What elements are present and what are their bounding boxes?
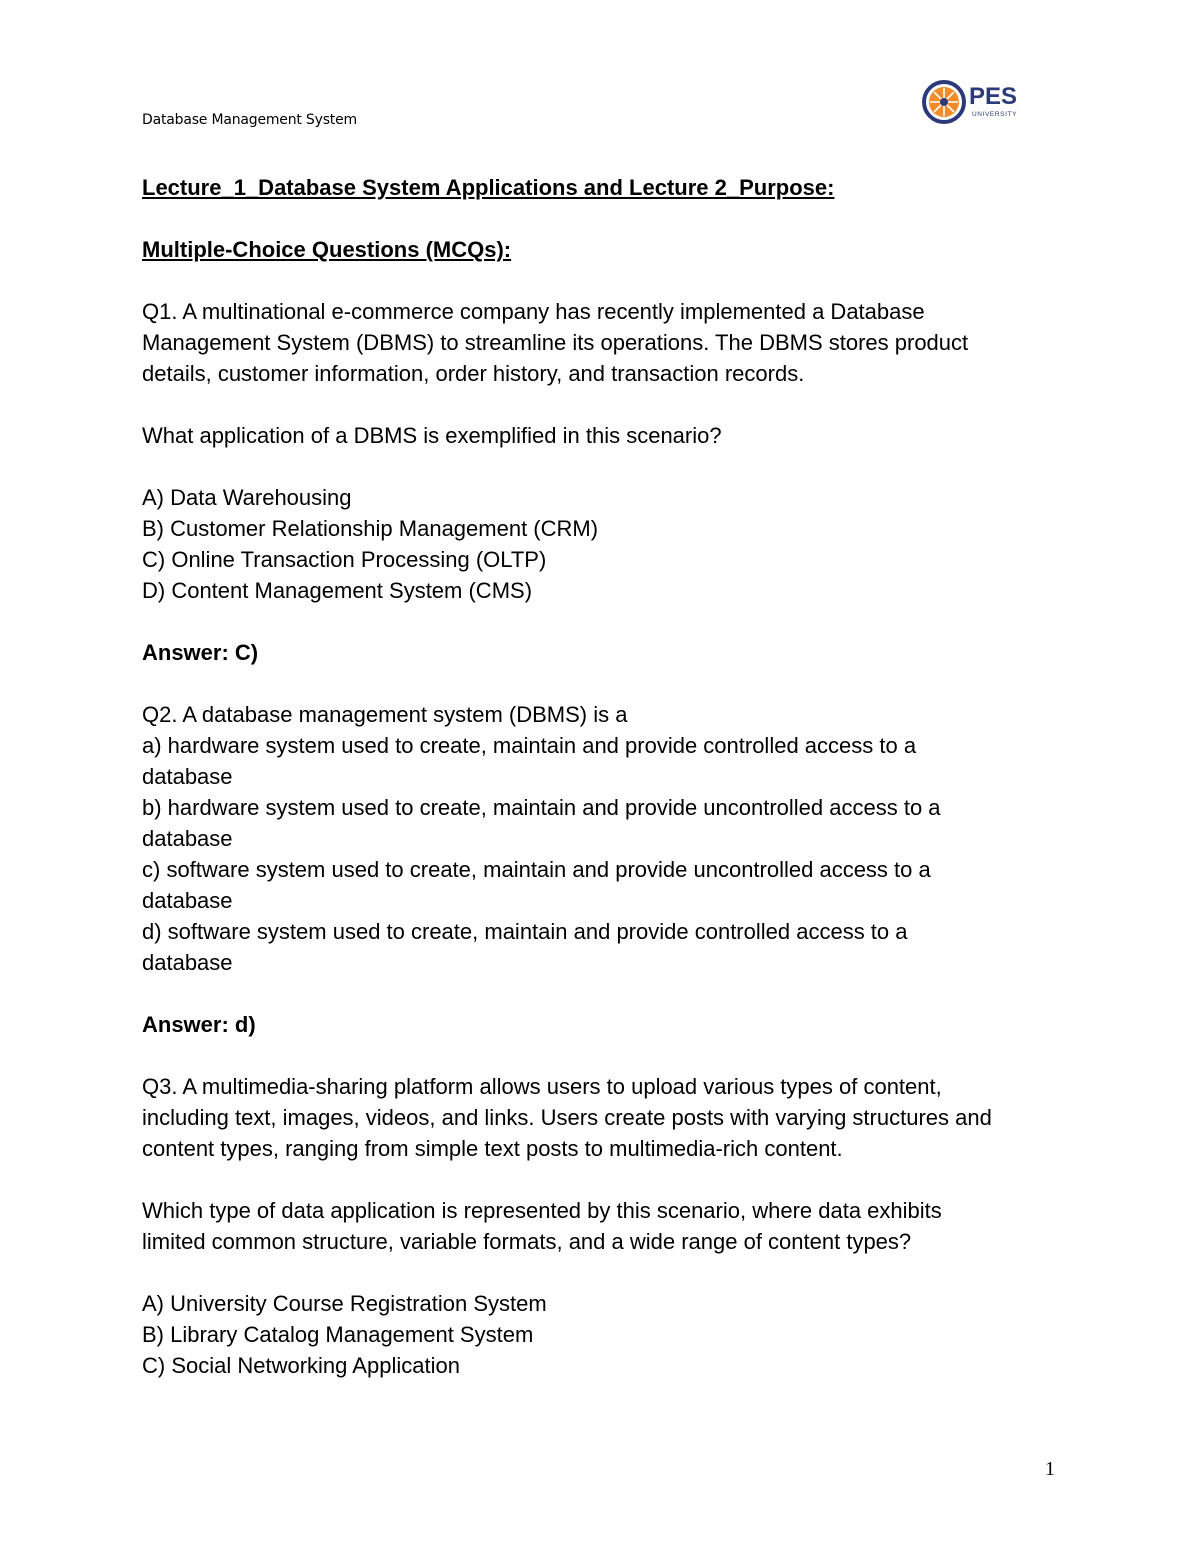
section-heading: Multiple-Choice Questions (MCQs): bbox=[142, 237, 512, 262]
q2-option-b-cont: database bbox=[142, 826, 233, 851]
document-title: Lecture_1_Database System Applications and Lecture 2_Purpose: bbox=[142, 175, 835, 200]
q3-option: A) University Course Registration System bbox=[142, 1291, 547, 1316]
q3-option: B) Library Catalog Management System bbox=[142, 1322, 534, 1347]
q2-answer: Answer: d) bbox=[142, 1012, 256, 1037]
q3-question-line: limited common structure, variable formats, and a wide range of content types? bbox=[142, 1229, 912, 1254]
logo-subtext: UNIVERSITY bbox=[972, 111, 1018, 118]
running-header: Database Management System bbox=[142, 112, 357, 128]
pes-university-logo bbox=[920, 78, 1030, 128]
q3-stem-line: content types, ranging from simple text posts to multimedia-rich content. bbox=[142, 1136, 843, 1161]
q1-stem-line: details, customer information, order history, and transaction records. bbox=[142, 361, 805, 386]
q1-option: A) Data Warehousing bbox=[142, 485, 352, 510]
q3-stem-line: Q3. A multimedia-sharing platform allows users to upload various types of content, bbox=[142, 1074, 942, 1099]
q1-question: What application of a DBMS is exemplified in this scenario? bbox=[142, 423, 722, 448]
q2-option-d: d) software system used to create, maintain and provide controlled access to a bbox=[142, 919, 908, 944]
q2-option-c-cont: database bbox=[142, 888, 233, 913]
pes-university-compass-logo-icon bbox=[920, 78, 1030, 128]
q1-option: B) Customer Relationship Management (CRM) bbox=[142, 516, 599, 541]
q2-option-c: c) software system used to create, maintain and provide uncontrolled access to a bbox=[142, 857, 931, 882]
q3-question-line: Which type of data application is represented by this scenario, where data exhibits bbox=[142, 1198, 942, 1223]
q2-option-b: b) hardware system used to create, maintain and provide uncontrolled access to a bbox=[142, 795, 941, 820]
q1-stem-line: Management System (DBMS) to streamline its operations. The DBMS stores product bbox=[142, 330, 969, 355]
q2-option-a-cont: database bbox=[142, 764, 233, 789]
q2-stem: Q2. A database management system (DBMS) is a bbox=[142, 702, 628, 727]
document-body bbox=[142, 172, 1072, 1381]
q1-stem-line: Q1. A multinational e-commerce company has recently implemented a Database bbox=[142, 299, 925, 324]
q2-option-a: a) hardware system used to create, maintain and provide controlled access to a bbox=[142, 733, 917, 758]
q1-option: C) Online Transaction Processing (OLTP) bbox=[142, 547, 547, 572]
q2-option-d-cont: database bbox=[142, 950, 233, 975]
q3-option: C) Social Networking Application bbox=[142, 1353, 460, 1378]
logo-text: PES bbox=[969, 83, 1018, 110]
q1-option: D) Content Management System (CMS) bbox=[142, 578, 533, 603]
q1-answer: Answer: C) bbox=[142, 640, 259, 665]
q3-stem-line: including text, images, videos, and links. Users create posts with varying structures and bbox=[142, 1105, 992, 1130]
page-number: 1 bbox=[1045, 1458, 1055, 1480]
